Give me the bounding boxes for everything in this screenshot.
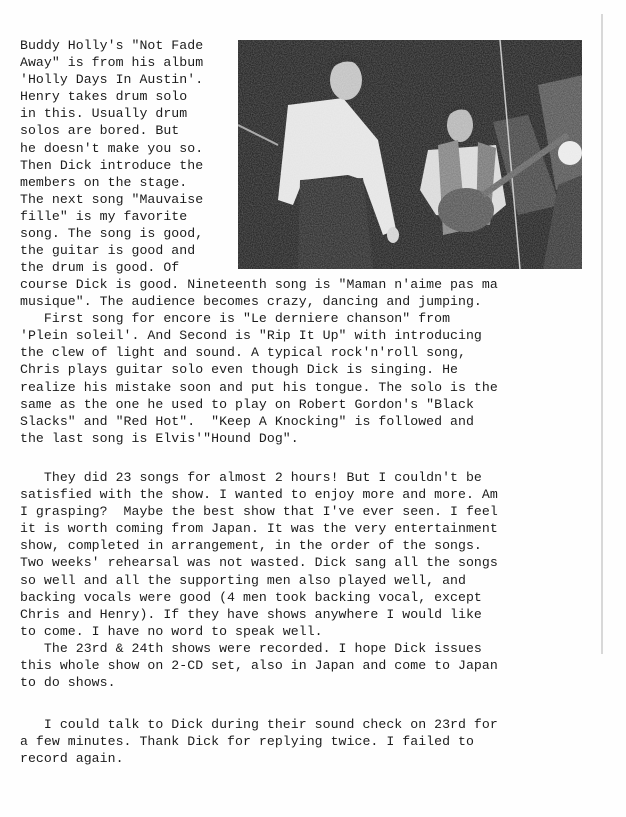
column-text-line: Away" is from his album	[20, 55, 204, 71]
paragraph-summary-line: show, completed in arrangement, in the order of the songs.	[20, 538, 482, 554]
paragraph-summary-line: this whole show on 2-CD set, also in Japan and come to Japan	[20, 658, 498, 674]
stage-photo	[238, 40, 582, 269]
column-text-line: he doesn't make you so.	[20, 140, 204, 156]
paragraph-encore-line: First song for encore is "Le derniere chanson" from	[20, 311, 451, 327]
column-text-line: The next song "Mauvaise	[20, 191, 204, 207]
paragraph-summary-line: The 23rd & 24th shows were recorded. I hope Dick issues	[20, 640, 482, 656]
paragraph-summary	[20, 469, 498, 691]
paragraph-summary-line: to come. I have no word to speak well.	[20, 623, 323, 639]
paragraph-encore-line: realize his mistake soon and put his tongue. The solo is the	[20, 379, 498, 395]
column-text-line: Then Dick introduce the	[20, 157, 204, 173]
paragraph-summary-line: They did 23 songs for almost 2 hours! But I couldn't be	[20, 470, 482, 485]
paragraph-encore-line: the clew of light and sound. A typical rock'n'roll song,	[20, 345, 466, 361]
paragraph-encore	[20, 276, 498, 447]
paragraph-summary-line: so well and all the supporting men also played well, and	[20, 572, 466, 588]
paragraph-encore-line: the last song is Elvis'"Hound Dog".	[20, 430, 299, 446]
column-text-line: Henry takes drum solo	[20, 89, 188, 105]
column-text-line: the drum is good. Of	[20, 260, 180, 276]
column-text-line: the guitar is good and	[20, 243, 196, 259]
paragraph-encore-line: 'Plein soleil'. And Second is "Rip It Up" with introducing	[20, 328, 482, 344]
paragraph-sound-check-line: a few minutes. Thank Dick for replying twice. I failed to	[20, 734, 474, 750]
paragraph-summary-line: satisfied with the show. I wanted to enjoy more and more. Am	[20, 487, 498, 503]
paragraph-summary-line: I grasping? Maybe the best show that I've ever seen. I feel	[20, 504, 498, 520]
scan-edge-line	[601, 14, 603, 654]
paragraph-summary-line: Two weeks' rehearsal was not wasted. Dick sang all the songs	[20, 555, 498, 571]
column-text-line: Buddy Holly's "Not Fade	[20, 38, 204, 53]
paragraph-summary-line: it is worth coming from Japan. It was the very entertainment	[20, 521, 498, 537]
paragraph-sound-check-line: record again.	[20, 751, 124, 767]
column-text	[20, 37, 203, 276]
paragraph-encore-line: course Dick is good. Nineteenth song is "Maman n'aime pas ma	[20, 277, 498, 292]
paragraph-summary-line: to do shows.	[20, 675, 116, 691]
stage-photo-image	[238, 40, 582, 269]
paragraph-sound-check	[20, 716, 498, 767]
column-text-line: members on the stage.	[20, 174, 188, 190]
column-text-line: in this. Usually drum	[20, 106, 188, 122]
column-text-line: solos are bored. But	[20, 123, 180, 139]
paragraph-summary-line: backing vocals were good (4 men took backing vocal, except	[20, 589, 482, 605]
paragraph-sound-check-line: I could talk to Dick during their sound check on 23rd for	[20, 717, 498, 732]
column-text-line: fille" is my favorite	[20, 208, 188, 224]
paragraph-encore-line: Slacks" and "Red Hot". "Keep A Knocking" is followed and	[20, 413, 474, 429]
paragraph-encore-line: Chris plays guitar solo even though Dick is singing. He	[20, 362, 459, 378]
column-text-line: song. The song is good,	[20, 226, 204, 242]
column-text-line: 'Holly Days In Austin'.	[20, 72, 204, 88]
paragraph-encore-line: musique". The audience becomes crazy, dancing and jumping.	[20, 294, 482, 310]
paragraph-summary-line: Chris and Henry). If they have shows anywhere I would like	[20, 606, 482, 622]
paragraph-encore-line: same as the one he used to play on Robert Gordon's "Black	[20, 396, 474, 412]
